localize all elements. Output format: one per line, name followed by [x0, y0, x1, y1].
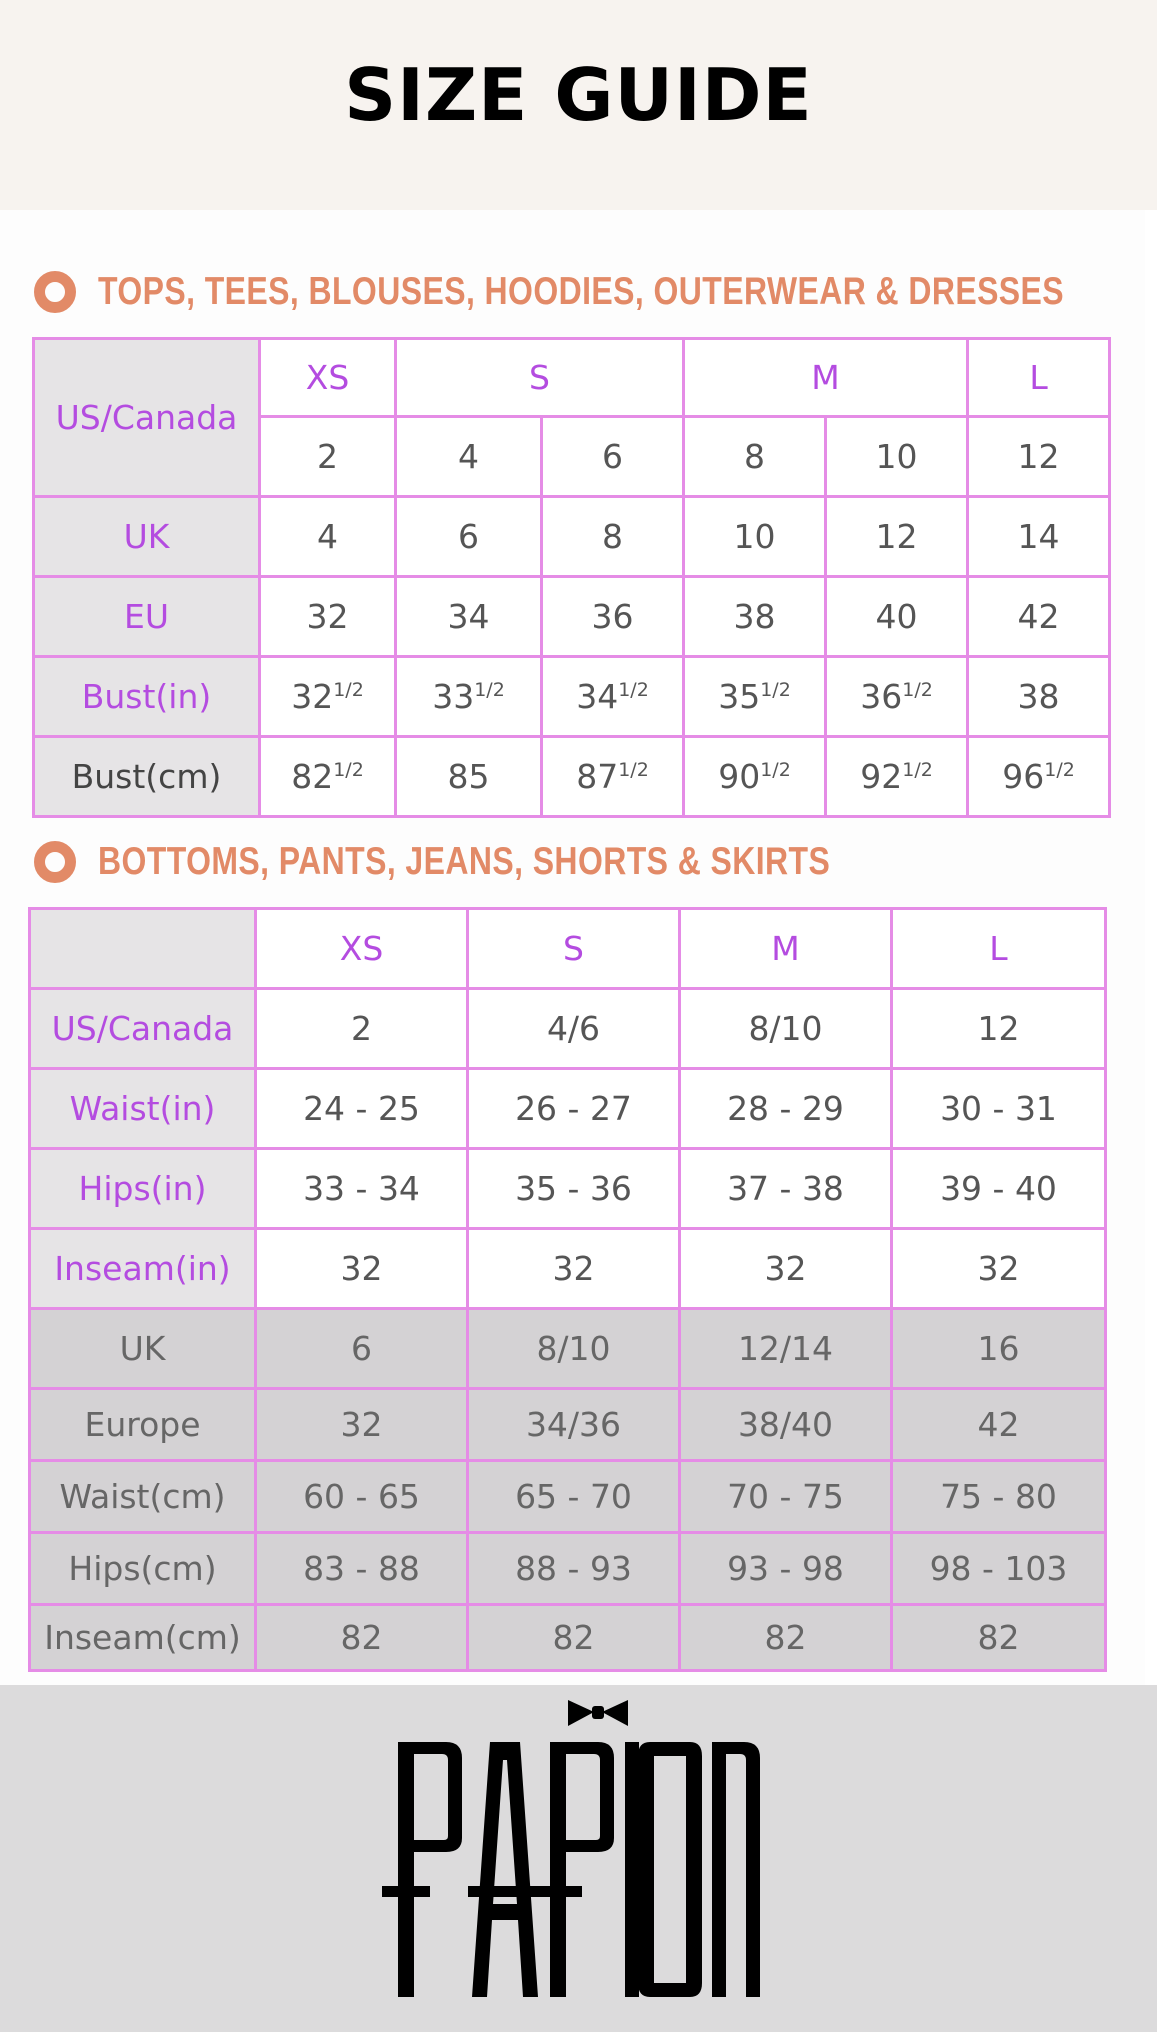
table-cell: 83 - 88	[256, 1533, 468, 1605]
tops-section-heading	[34, 270, 1157, 314]
table-row	[30, 1461, 1106, 1533]
whole-number: 90	[718, 757, 761, 796]
whole-number: 92	[860, 757, 903, 796]
tops-size-table	[32, 337, 1111, 818]
table-cell: 75 - 80	[892, 1461, 1106, 1533]
whole-number: 36	[860, 677, 903, 716]
table-cell: 82	[468, 1605, 680, 1671]
table-cell: 12/14	[680, 1309, 892, 1389]
whole-number: 34	[576, 677, 619, 716]
size-header-xs: XS	[260, 339, 396, 417]
table-cell: 36	[542, 577, 684, 657]
table-row	[30, 1605, 1106, 1671]
header	[0, 0, 1157, 210]
size-header-l: L	[892, 909, 1106, 989]
table-cell: 37 - 38	[680, 1149, 892, 1229]
table-cell: 8/10	[468, 1309, 680, 1389]
table-row	[30, 1533, 1106, 1605]
table-cell	[826, 737, 968, 817]
fraction: 1/2	[760, 759, 791, 781]
page-title: SIZE GUIDE	[344, 53, 813, 137]
table-row	[34, 339, 1110, 417]
whole-number: 33	[432, 677, 475, 716]
row-label: Hips(in)	[30, 1149, 256, 1229]
table-cell: 26 - 27	[468, 1069, 680, 1149]
row-label: Waist(in)	[30, 1069, 256, 1149]
table-cell: 65 - 70	[468, 1461, 680, 1533]
fraction: 1/2	[902, 679, 933, 701]
whole-number: 85	[447, 757, 490, 796]
table-cell: 12	[826, 497, 968, 577]
whole-number: 82	[291, 757, 334, 796]
whole-number: 32	[291, 677, 334, 716]
table-cell: 8	[684, 417, 826, 497]
row-label: US/Canada	[30, 989, 256, 1069]
size-header-m: M	[680, 909, 892, 989]
table-cell: 28 - 29	[680, 1069, 892, 1149]
table-cell: 4	[260, 497, 396, 577]
table-cell: 32	[892, 1229, 1106, 1309]
table-row	[30, 1229, 1106, 1309]
fraction: 1/2	[618, 759, 649, 781]
table-cell	[542, 737, 684, 817]
table-row	[34, 577, 1110, 657]
table-cell: 93 - 98	[680, 1533, 892, 1605]
table-cell: 2	[256, 989, 468, 1069]
table-cell: 8/10	[680, 989, 892, 1069]
table-cell: 6	[542, 417, 684, 497]
row-label: Bust(cm)	[34, 737, 260, 817]
size-header-l: L	[968, 339, 1110, 417]
table-cell: 6	[396, 497, 542, 577]
table-cell: 40	[826, 577, 968, 657]
table-cell: 82	[256, 1605, 468, 1671]
bottoms-section-heading	[34, 840, 991, 884]
fraction: 1/2	[474, 679, 505, 701]
table-cell: 32	[680, 1229, 892, 1309]
table-cell	[684, 657, 826, 737]
table-cell	[542, 657, 684, 737]
table-cell: 12	[968, 417, 1110, 497]
size-header-s: S	[396, 339, 684, 417]
table-cell: 32	[468, 1229, 680, 1309]
tops-section-title: TOPS, TEES, BLOUSES, HOODIES, OUTERWEAR & DRESSES	[98, 270, 1065, 313]
table-cell	[396, 657, 542, 737]
table-cell: 10	[684, 497, 826, 577]
table-cell	[968, 657, 1110, 737]
row-label: US/Canada	[34, 339, 260, 497]
table-cell: 35 - 36	[468, 1149, 680, 1229]
table-cell: 30 - 31	[892, 1069, 1106, 1149]
table-cell: 10	[826, 417, 968, 497]
table-row	[34, 657, 1110, 737]
fraction: 1/2	[760, 679, 791, 701]
table-cell: 34	[396, 577, 542, 657]
row-label: Waist(cm)	[30, 1461, 256, 1533]
table-cell: 4/6	[468, 989, 680, 1069]
table-cell: 32	[256, 1389, 468, 1461]
table-cell: 88 - 93	[468, 1533, 680, 1605]
whole-number: 35	[718, 677, 761, 716]
whole-number: 38	[1017, 677, 1060, 716]
table-row	[34, 497, 1110, 577]
table-cell	[826, 657, 968, 737]
table-row	[30, 989, 1106, 1069]
row-label: Inseam(cm)	[30, 1605, 256, 1671]
table-cell	[260, 737, 396, 817]
table-cell: 98 - 103	[892, 1533, 1106, 1605]
table-cell: 82	[680, 1605, 892, 1671]
table-row	[30, 1069, 1106, 1149]
table-cell: 8	[542, 497, 684, 577]
fraction: 1/2	[1044, 759, 1075, 781]
table-cell: 16	[892, 1309, 1106, 1389]
table-cell: 82	[892, 1605, 1106, 1671]
fraction: 1/2	[902, 759, 933, 781]
table-row	[30, 1149, 1106, 1229]
row-label: Bust(in)	[34, 657, 260, 737]
table-cell: 38/40	[680, 1389, 892, 1461]
size-header-xs: XS	[256, 909, 468, 989]
table-cell	[260, 657, 396, 737]
table-cell: 14	[968, 497, 1110, 577]
row-label: UK	[34, 497, 260, 577]
table-cell	[968, 737, 1110, 817]
whole-number: 96	[1002, 757, 1045, 796]
row-label: EU	[34, 577, 260, 657]
table-row	[34, 737, 1110, 817]
fraction: 1/2	[333, 759, 364, 781]
table-cell: 32	[260, 577, 396, 657]
table-corner-cell	[30, 909, 256, 989]
table-cell: 38	[684, 577, 826, 657]
table-cell: 4	[396, 417, 542, 497]
table-cell	[684, 737, 826, 817]
papion-logo	[380, 1690, 780, 2010]
bow-tie-icon	[568, 1700, 628, 1726]
table-cell: 33 - 34	[256, 1149, 468, 1229]
table-cell: 32	[256, 1229, 468, 1309]
size-header-m: M	[684, 339, 968, 417]
table-cell: 70 - 75	[680, 1461, 892, 1533]
row-label: UK	[30, 1309, 256, 1389]
table-cell: 34/36	[468, 1389, 680, 1461]
table-row	[30, 1309, 1106, 1389]
table-cell: 2	[260, 417, 396, 497]
table-row	[30, 1389, 1106, 1461]
whole-number: 87	[576, 757, 619, 796]
table-cell: 42	[892, 1389, 1106, 1461]
table-cell: 42	[968, 577, 1110, 657]
fraction: 1/2	[618, 679, 649, 701]
table-row	[30, 909, 1106, 989]
row-label: Hips(cm)	[30, 1533, 256, 1605]
row-label: Inseam(in)	[30, 1229, 256, 1309]
fraction: 1/2	[333, 679, 364, 701]
table-cell: 60 - 65	[256, 1461, 468, 1533]
table-cell: 24 - 25	[256, 1069, 468, 1149]
row-label: Europe	[30, 1389, 256, 1461]
size-header-s: S	[468, 909, 680, 989]
bottoms-size-table	[28, 907, 1107, 1672]
table-cell: 12	[892, 989, 1106, 1069]
table-cell	[396, 737, 542, 817]
circle-bullet-icon	[34, 841, 76, 883]
circle-bullet-icon	[34, 271, 76, 313]
table-cell: 6	[256, 1309, 468, 1389]
bottoms-section-title: BOTTOMS, PANTS, JEANS, SHORTS & SKIRTS	[98, 840, 831, 883]
table-cell: 39 - 40	[892, 1149, 1106, 1229]
